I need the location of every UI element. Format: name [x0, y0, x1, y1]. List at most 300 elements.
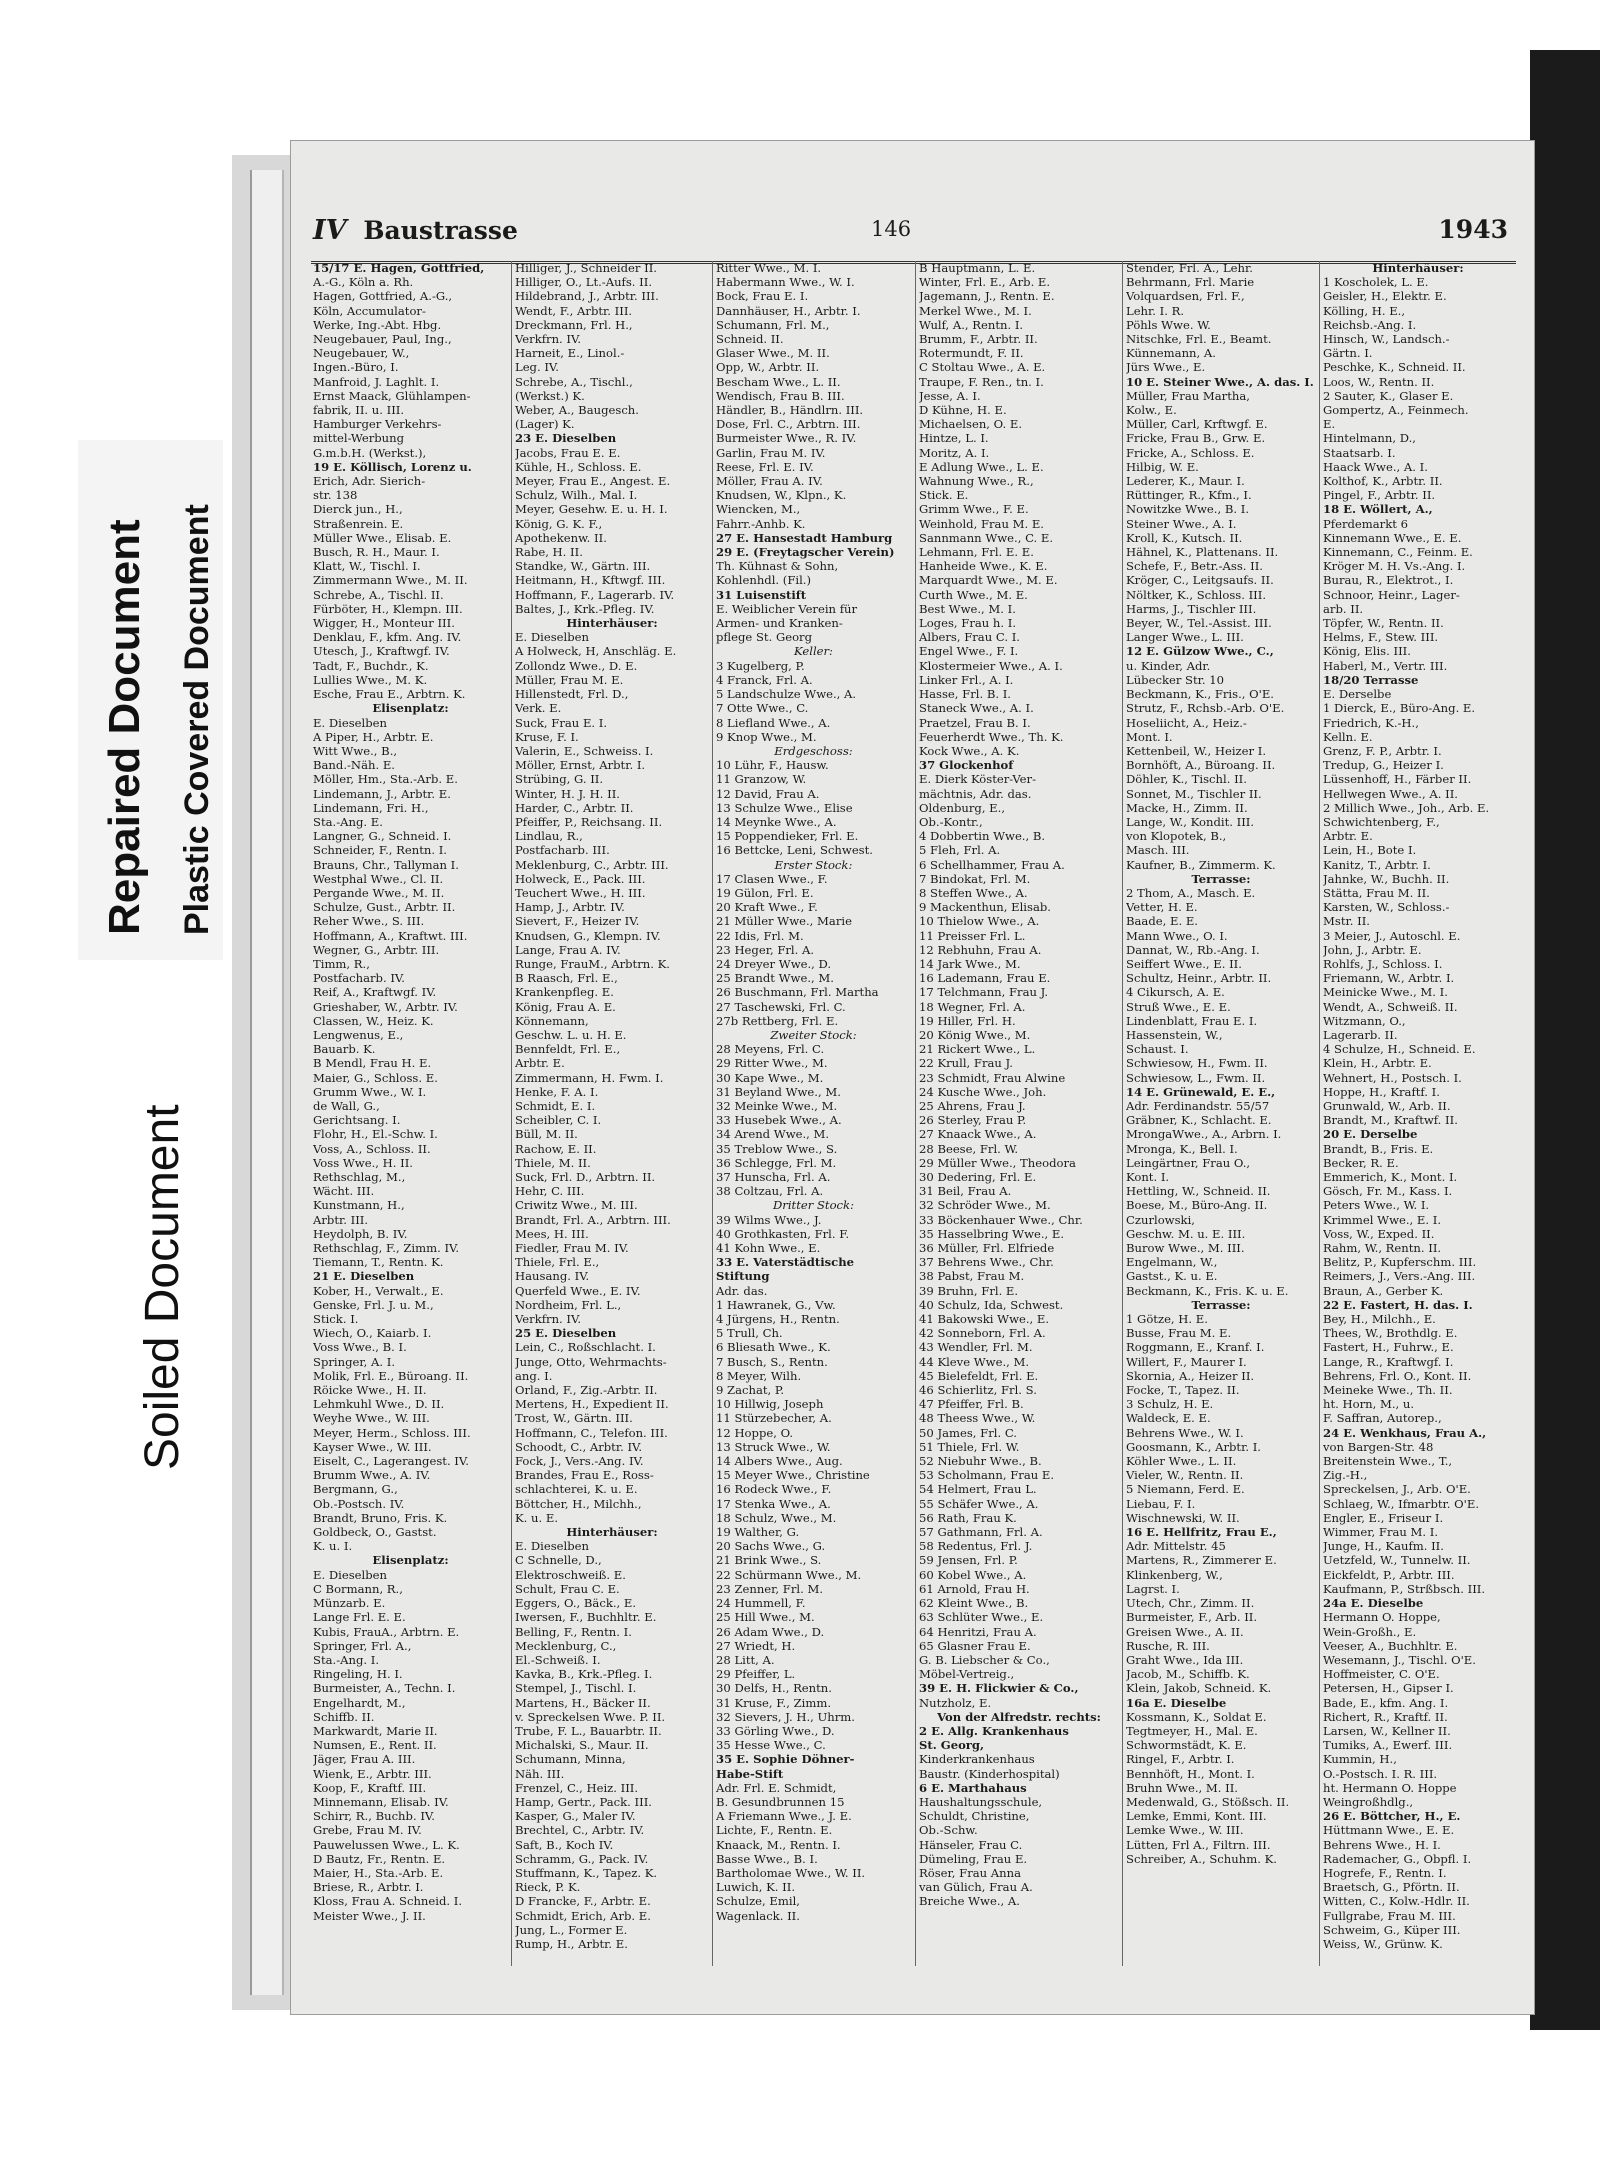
- directory-entry: Lichte, F., Rentn. E.: [716, 1823, 833, 1838]
- directory-entry: Boese, M., Büro-Ang. II.: [1126, 1198, 1268, 1213]
- directory-entry: Opp, W., Arbtr. II.: [716, 360, 820, 375]
- directory-entry: Meineke Wwe., Th. II.: [1323, 1383, 1453, 1398]
- directory-entry: Springer, Frl. A.,: [313, 1638, 412, 1653]
- directory-entry: 26 Buschmann, Frl. Martha: [716, 985, 879, 1000]
- directory-entry: Bornhöft, A., Büroang. II.: [1126, 758, 1276, 773]
- directory-entry: Richert, R., Kraftf. II.: [1323, 1709, 1448, 1724]
- directory-entry: Peschke, K., Schneid. II.: [1323, 360, 1466, 375]
- page-number: 146: [871, 217, 912, 241]
- section-subheading: Dritter Stock:: [773, 1198, 854, 1213]
- directory-entry: Kloss, Frau A. Schneid. I.: [313, 1894, 463, 1909]
- directory-entry: 14 Jark Wwe., M.: [919, 956, 1021, 971]
- directory-entry: Fastert, H., Fuhrw., E.: [1323, 1340, 1454, 1355]
- directory-entry: Ob.-Schw.: [919, 1823, 978, 1838]
- directory-entry: 21 Brink Wwe., S.: [716, 1553, 822, 1568]
- directory-entry: Hellwegen Wwe., A. II.: [1323, 786, 1458, 801]
- directory-entry: Rotermundt, F. II.: [919, 346, 1024, 361]
- directory-entry: Grunwald, W., Arb. II.: [1323, 1098, 1451, 1113]
- directory-entry: v. Spreckelsen Wwe. P. II.: [515, 1709, 666, 1724]
- directory-entry: Weingroßhdlg.,: [1323, 1794, 1414, 1809]
- directory-entry: Könnemann,: [515, 1013, 589, 1028]
- directory-entry: fabrik, II. u. III.: [313, 403, 405, 418]
- directory-entry: Teuchert Wwe., H. III.: [515, 885, 646, 900]
- directory-entry: Valerin, E., Schweiss. I.: [515, 743, 654, 758]
- directory-entry: Schiffb. II.: [313, 1709, 375, 1724]
- directory-entry: König, Frau A. E.: [515, 999, 616, 1014]
- directory-entry: Kaufner, B., Zimmerm. K.: [1126, 857, 1276, 872]
- directory-entry: (Werkst.) K.: [515, 388, 585, 403]
- directory-entry: Witzmann, O.,: [1323, 1013, 1406, 1028]
- directory-entry: van Gülich, Frau A.: [919, 1880, 1033, 1895]
- directory-entry: Dose, Frl. C., Arbtrn. III.: [716, 417, 861, 432]
- directory-entry: Pöhls Wwe. W.: [1126, 317, 1211, 332]
- directory-entry: Koop, F., Kraftf. III.: [313, 1780, 427, 1795]
- directory-entry: Dannhäuser, H., Arbtr. I.: [716, 303, 861, 318]
- directory-entry: Lagerarb. II.: [1323, 1027, 1398, 1042]
- directory-entry: Verkfrn. IV.: [515, 1312, 582, 1327]
- directory-entry: Postfacharb. IV.: [313, 971, 405, 986]
- directory-entry: 2 Millich Wwe., Joh., Arb. E.: [1323, 800, 1490, 815]
- directory-entry: Schneider, F., Rentn. I.: [313, 843, 447, 858]
- directory-entry: Denklau, F., kfm. Ang. IV.: [313, 630, 462, 645]
- directory-entry: Lehmkuhl Wwe., D. II.: [313, 1397, 445, 1412]
- directory-entry: Zimmermann, H. Fwm. I.: [515, 1070, 664, 1085]
- directory-entry: Köhler Wwe., L. II.: [1126, 1454, 1237, 1469]
- directory-entry: Behrens, Frl. O., Kont. II.: [1323, 1368, 1472, 1383]
- plastic-covered-document-label: Plastic Covered Document: [178, 504, 216, 935]
- directory-entry: 3 Schulz, H. E.: [1126, 1397, 1214, 1412]
- directory-entry: 52 Niebuhr Wwe., B.: [919, 1454, 1042, 1469]
- directory-entry: Schulz, Wilh., Mal. I.: [515, 488, 638, 503]
- directory-entry: Flohr, H., El.-Schw. I.: [313, 1127, 438, 1142]
- directory-entry: Schwiesow, L., Fwm. II.: [1126, 1070, 1266, 1085]
- directory-entry: Möller, Frau A. IV.: [716, 474, 823, 489]
- directory-entry: Molik, Frl. E., Büroang. II.: [313, 1368, 469, 1383]
- directory-entry: Vieler, W., Rentn. II.: [1126, 1468, 1244, 1483]
- directory-entry: Kruse, F. I.: [515, 729, 579, 744]
- directory-entry: Hogrefe, F., Rentn. I.: [1323, 1865, 1447, 1880]
- directory-entry: Best Wwe., M. I.: [919, 601, 1016, 616]
- directory-entry: Brandt, M., Kraftwf. II.: [1323, 1113, 1458, 1128]
- directory-entry: Habermann Wwe., W. I.: [716, 275, 855, 290]
- directory-entry: Bauarb. K.: [313, 1042, 376, 1057]
- directory-entry: 40 Grothkasten, Frl. F.: [716, 1226, 850, 1241]
- directory-entry: Kröger M. H. Vs.-Ang. I.: [1323, 559, 1466, 574]
- directory-entry: Klatt, W., Tischl. I.: [313, 559, 421, 574]
- directory-entry: Wigger, H., Monteur III.: [313, 616, 455, 631]
- directory-entry: Brechtel, C., Arbtr. IV.: [515, 1823, 645, 1838]
- directory-entry: Hassenstein, W.,: [1126, 1027, 1223, 1042]
- directory-entry: Haberl, M., Vertr. III.: [1323, 658, 1448, 673]
- directory-entry: 40 Schulz, Ida, Schwest.: [919, 1297, 1064, 1312]
- directory-entry: Hilbig, W. E.: [1126, 459, 1199, 474]
- directory-entry: 10 Lühr, F., Hausw.: [716, 758, 829, 773]
- directory-entry: Veeser, A., Buchhltr. E.: [1323, 1638, 1458, 1653]
- directory-entry: Reese, Frl. E. IV.: [716, 459, 814, 474]
- section-subheading: Zweiter Stock:: [770, 1027, 857, 1042]
- directory-entry: Meyer, Gesehw. E. u. H. I.: [515, 502, 668, 517]
- directory-entry: 20 Kraft Wwe., F.: [716, 900, 818, 915]
- directory-entry: 28 Meyens, Frl. C.: [716, 1042, 825, 1057]
- directory-entry: Hintze, L. I.: [919, 431, 989, 446]
- directory-entry: Wächt. III.: [313, 1184, 375, 1199]
- directory-entry: 20 Sachs Wwe., G.: [716, 1539, 826, 1554]
- directory-entry: Wendt, F., Arbtr. III.: [515, 303, 633, 318]
- directory-entry: Numsen, E., Rent. II.: [313, 1738, 437, 1753]
- directory-entry: Hinsch, W., Landsch.-: [1323, 332, 1450, 347]
- address-heading: 10 E. Steiner Wwe., A. das. I.: [1126, 374, 1314, 389]
- directory-entry: Hildebrand, J., Arbtr. III.: [515, 289, 659, 304]
- directory-entry: 60 Kobel Wwe., A.: [919, 1567, 1027, 1582]
- directory-entry: Esche, Frau E., Arbtrn. K.: [313, 687, 466, 702]
- section-subheading: Terrasse:: [1191, 1297, 1251, 1312]
- page-stack-edge-inner: [250, 170, 284, 1995]
- directory-entry: Mstr. II.: [1323, 914, 1370, 929]
- directory-entry: 18 Wegner, Frl. A.: [919, 999, 1026, 1014]
- directory-entry: Schreiber, A., Schuhm. K.: [1126, 1851, 1277, 1866]
- directory-entry: 16 Rodeck Wwe., F.: [716, 1482, 832, 1497]
- directory-entry: ht. Hermann O. Hoppe: [1323, 1780, 1457, 1795]
- directory-entry: F. Saffran, Autorep.,: [1323, 1411, 1442, 1426]
- directory-column-4: [919, 261, 1119, 1971]
- directory-entry: Luwich, K. II.: [716, 1880, 796, 1895]
- address-heading: 22 E. Fastert, H. das. I.: [1323, 1297, 1473, 1312]
- directory-entry: Frenzel, C., Heiz. III.: [515, 1780, 639, 1795]
- directory-column-5: [1126, 261, 1316, 1971]
- directory-entry: Kossmann, K., Soldat E.: [1126, 1709, 1267, 1724]
- directory-entry: Hagen, Gottfried, A.-G.,: [313, 289, 453, 304]
- directory-entry: von Bargen-Str. 48: [1323, 1439, 1434, 1454]
- directory-entry: von Klopotek, B.,: [1126, 829, 1227, 844]
- directory-entry: Lullies Wwe., M. K.: [313, 672, 428, 687]
- directory-entry: Müller, Carl, Krftwgf. E.: [1126, 417, 1268, 432]
- directory-entry: Lein, C., Roßschlacht. I.: [515, 1340, 656, 1355]
- directory-entry: 53 Scholmann, Frau E.: [919, 1468, 1055, 1483]
- directory-entry: Wegner, G., Arbtr. III.: [313, 942, 440, 957]
- directory-entry: Harms, J., Tischler III.: [1126, 601, 1257, 616]
- directory-entry: 29 Ritter Wwe., M.: [716, 1056, 828, 1071]
- directory-entry: E.: [1323, 417, 1336, 432]
- directory-entry: 9 Zachat, P.: [716, 1383, 785, 1398]
- directory-entry: Arbtr. E.: [1323, 829, 1373, 844]
- directory-entry: Adr. Mittelstr. 45: [1126, 1539, 1226, 1554]
- directory-entry: 21 Rickert Wwe., L.: [919, 1042, 1036, 1057]
- directory-entry: Behrmann, Frl. Marie: [1126, 275, 1255, 290]
- directory-entry: Briese, R., Arbtr. I.: [313, 1880, 424, 1895]
- directory-entry: Kettenbeil, W., Heizer I.: [1126, 743, 1267, 758]
- directory-entry: Eiselt, C., Lagerangest. IV.: [313, 1454, 469, 1469]
- directory-entry: Hermann O. Hoppe,: [1323, 1610, 1441, 1625]
- directory-entry: Maier, H., Sta.-Arb. E.: [313, 1865, 444, 1880]
- directory-entry: Greisen Wwe., A. II.: [1126, 1624, 1244, 1639]
- directory-entry: ang. I.: [515, 1368, 553, 1383]
- directory-entry: Postfacharb. III.: [515, 843, 610, 858]
- directory-entry: Schulze, Gust., Arbtr. II.: [313, 900, 456, 915]
- directory-entry: Gräbner, K., Schlacht. E.: [1126, 1113, 1272, 1128]
- directory-entry: Müller, Frau M. E.: [515, 672, 624, 687]
- directory-entry: 27b Rettberg, Frl. E.: [716, 1013, 839, 1028]
- directory-entry: Geisler, H., Elektr. E.: [1323, 289, 1447, 304]
- directory-entry: Pfeiffer, P., Reichsang. II.: [515, 814, 663, 829]
- address-heading: 33 E. Vaterstädtische: [716, 1255, 855, 1270]
- directory-entry: 7 Busch, S., Rentn.: [716, 1354, 828, 1369]
- address-heading: 18 E. Wöllert, A.,: [1323, 502, 1433, 517]
- directory-entry: 51 Thiele, Frl. W.: [919, 1439, 1020, 1454]
- directory-entry: Bescham Wwe., L. II.: [716, 374, 841, 389]
- directory-entry: Sta.-Ang. E.: [313, 814, 383, 829]
- directory-entry: 10 Thielow Wwe., A.: [919, 914, 1040, 929]
- directory-entry: Brandt, Bruno, Fris. K.: [313, 1510, 448, 1525]
- directory-entry: Fullgrabe, Frau M. III.: [1323, 1908, 1456, 1923]
- directory-entry: Engel Wwe., F. I.: [919, 644, 1019, 659]
- directory-entry: 18 Schulz, Wwe., M.: [716, 1510, 837, 1525]
- directory-entry: Kolw., E.: [1126, 403, 1177, 418]
- directory-entry: Adr. Ferdinandstr. 55/57: [1126, 1098, 1270, 1113]
- directory-entry: Schefe, F., Betr.-Ass. II.: [1126, 559, 1263, 574]
- directory-entry: Trost, W., Gärtn. III.: [515, 1411, 633, 1426]
- directory-entry: Möller, Hm., Sta.-Arb. E.: [313, 772, 458, 787]
- directory-entry: Brumm Wwe., A. IV.: [313, 1468, 431, 1483]
- scan-shadow: [1530, 50, 1600, 2030]
- directory-entry: Grenz, F. P., Arbtr. I.: [1323, 743, 1442, 758]
- directory-entry: Stick. E.: [919, 488, 969, 503]
- directory-entry: Möller, Ernst, Arbtr. I.: [515, 758, 646, 773]
- directory-entry: Lange Frl. E. E.: [313, 1610, 406, 1625]
- directory-entry: Heydolph, B. IV.: [313, 1226, 408, 1241]
- directory-entry: Kummin, H.,: [1323, 1752, 1397, 1767]
- directory-entry: G.m.b.H. (Werkst.),: [313, 445, 427, 460]
- directory-entry: 28 Beese, Frl. W.: [919, 1141, 1019, 1156]
- directory-entry: 28 Litt, A.: [716, 1652, 775, 1667]
- directory-entry: Oldenburg, E.,: [919, 800, 1006, 815]
- column-divider: [1319, 261, 1320, 1966]
- directory-entry: 32 Schröder Wwe., M.: [919, 1198, 1051, 1213]
- directory-entry: 24 Kusche Wwe., Joh.: [919, 1084, 1047, 1099]
- section-subheading: Hinterhäuser:: [566, 616, 658, 631]
- directory-entry: de Wall, G.,: [313, 1098, 380, 1113]
- directory-entry: 35 Treblow Wwe., S.: [716, 1141, 838, 1156]
- section-subheading: Erdgeschoss:: [774, 743, 853, 758]
- directory-entry: 62 Kleint Wwe., B.: [919, 1596, 1029, 1611]
- directory-entry: 33 Husebek Wwe., A.: [716, 1113, 842, 1128]
- directory-entry: O.-Postsch. I. R. III.: [1323, 1766, 1438, 1781]
- directory-entry: Behrens Wwe., H. I.: [1323, 1837, 1441, 1852]
- directory-entry: Fahrr.-Anhb. K.: [716, 516, 806, 531]
- directory-entry: Röser, Frau Anna: [919, 1865, 1022, 1880]
- directory-entry: Grimm Wwe., F. E.: [919, 502, 1029, 517]
- directory-entry: Timm, R.,: [313, 956, 370, 971]
- directory-entry: MrongaWwe., A., Arbrn. I.: [1126, 1127, 1282, 1142]
- directory-entry: König, G. K. F.,: [515, 516, 603, 531]
- directory-entry: Wendisch, Frau B. III.: [716, 388, 845, 403]
- directory-entry: 14 Albers Wwe., Aug.: [716, 1454, 843, 1469]
- directory-entry: Meyer, Herm., Schloss. III.: [313, 1425, 471, 1440]
- directory-entry: Staneck Wwe., A. I.: [919, 701, 1034, 716]
- directory-entry: 12 Hoppe, O.: [716, 1425, 794, 1440]
- directory-entry: Döhler, K., Tischl. II.: [1126, 772, 1247, 787]
- directory-entry: Wiencken, M.,: [716, 502, 801, 517]
- directory-entry: Stick. I.: [313, 1312, 359, 1327]
- directory-entry: Kohlenhdl. (Fil.): [716, 573, 811, 588]
- directory-entry: Albers, Frau C. I.: [919, 630, 1020, 645]
- directory-entry: C Schnelle, D.,: [515, 1553, 602, 1568]
- directory-entry: B Raasch, Frl. E.,: [515, 971, 618, 986]
- directory-entry: K. u. E.: [515, 1510, 559, 1525]
- directory-entry: Klein, H., Arbtr. E.: [1323, 1056, 1432, 1071]
- directory-entry: Hamp, J., Arbtr. IV.: [515, 900, 625, 915]
- address-heading: 14 E. Grünewald, E. E.,: [1126, 1084, 1276, 1099]
- directory-entry: Hintelmann, D.,: [1323, 431, 1416, 446]
- directory-entry: Thiele, M. II.: [515, 1155, 591, 1170]
- directory-entry: Kayser Wwe., W. III.: [313, 1439, 432, 1454]
- directory-entry: B. Gesundbrunnen 15: [716, 1794, 845, 1809]
- directory-entry: 33 Görling Wwe., D.: [716, 1723, 835, 1738]
- directory-entry: Jäger, Frau A. III.: [313, 1752, 416, 1767]
- directory-entry: Kanitz, T., Arbtr. I.: [1323, 857, 1431, 872]
- soiled-document-label: Soiled Document: [136, 1104, 189, 1470]
- directory-entry: Gösch, Fr. M., Kass. I.: [1323, 1184, 1453, 1199]
- directory-entry: 4 Cikursch, A. E.: [1126, 985, 1225, 1000]
- directory-entry: 35 Hasselbring Wwe., E.: [919, 1226, 1065, 1241]
- address-heading: 24 E. Wenkhaus, Frau A.,: [1323, 1425, 1487, 1440]
- directory-entry: Weiss, W., Grünw. K.: [1323, 1936, 1443, 1951]
- directory-entry: 5 Trull, Ch.: [716, 1326, 783, 1341]
- directory-entry: Näh. III.: [515, 1766, 565, 1781]
- directory-entry: Röicke Wwe., H. II.: [313, 1383, 427, 1398]
- directory-entry: Arbtr. E.: [515, 1056, 565, 1071]
- directory-entry: Langer Wwe., L. III.: [1126, 630, 1244, 645]
- directory-entry: Geschw. L. u. H. E.: [515, 1027, 627, 1042]
- column-divider: [915, 261, 916, 1966]
- directory-entry: Schmidt, Erich, Arb. E.: [515, 1908, 651, 1923]
- directory-entry: D Kühne, H. E.: [919, 403, 1007, 418]
- directory-entry: Kölling, H. E.,: [1323, 303, 1406, 318]
- directory-entry: 24 Dreyer Wwe., D.: [716, 956, 832, 971]
- directory-entry: Bock, Frau E. I.: [716, 289, 809, 304]
- directory-entry: Nutzholz, E.: [919, 1695, 992, 1710]
- directory-entry: Möbel-Vertreig.,: [919, 1667, 1015, 1682]
- directory-entry: Dümeling, Frau E.: [919, 1851, 1028, 1866]
- directory-entry: 37 Hunscha, Frl. A.: [716, 1170, 831, 1184]
- directory-entry: Spreckelsen, J., Arb. O'E.: [1323, 1482, 1471, 1497]
- directory-entry: Martens, R., Zimmerer E.: [1126, 1553, 1277, 1568]
- directory-entry: Baade, E. E.: [1126, 914, 1198, 929]
- directory-entry: Apothekenw. II.: [515, 530, 607, 545]
- directory-entry: Schwiesow, H., Fwm. II.: [1126, 1056, 1268, 1071]
- directory-entry: 42 Sonneborn, Frl. A.: [919, 1326, 1046, 1341]
- directory-entry: Böttcher, H., Milchh.,: [515, 1496, 642, 1511]
- directory-entry: 1 Götze, H. E.: [1126, 1312, 1208, 1327]
- directory-entry: Goldbeck, O., Gastst.: [313, 1525, 437, 1540]
- directory-entry: Beckmann, K., Fris., O'E.: [1126, 687, 1274, 702]
- directory-entry: Klinkenberg, W.,: [1126, 1567, 1223, 1582]
- directory-entry: Mronga, K., Bell. I.: [1126, 1141, 1238, 1156]
- directory-entry: Kinnemann, C., Feinm. E.: [1323, 545, 1473, 560]
- directory-entry: Tredup, G., Heizer I.: [1323, 758, 1444, 773]
- directory-entry: Müller Wwe., Elisab. E.: [313, 530, 452, 545]
- directory-entry: 8 Liefland Wwe., A.: [716, 715, 831, 730]
- directory-entry: Wimmer, Frau M. I.: [1323, 1525, 1439, 1540]
- address-heading: 31 Luisenstift: [716, 587, 807, 602]
- directory-entry: Jung, L., Former E.: [515, 1922, 628, 1937]
- directory-entry: Armen- und Kranken-: [716, 616, 843, 631]
- directory-entry: (Lager) K.: [515, 417, 575, 432]
- directory-entry: Bruhn Wwe., M. II.: [1126, 1780, 1238, 1795]
- directory-entry: 13 Struck Wwe., W.: [716, 1439, 831, 1454]
- directory-entry: Lederer, K., Maur. I.: [1126, 474, 1245, 489]
- directory-entry: Peters Wwe., W. I.: [1323, 1198, 1430, 1213]
- directory-entry: 23 Zenner, Frl. M.: [716, 1581, 824, 1596]
- directory-entry: Breitenstein Wwe., T.,: [1323, 1454, 1453, 1469]
- directory-entry: Rusche, R. III.: [1126, 1638, 1210, 1653]
- directory-entry: 19 Walther, G.: [716, 1525, 800, 1540]
- directory-entry: 45 Bielefeldt, Frl. E.: [919, 1368, 1039, 1383]
- directory-entry: Schumann, Minna,: [515, 1752, 626, 1767]
- directory-entry: Pergande Wwe., M. II.: [313, 885, 445, 900]
- directory-entry: Heitmann, H., Kftwgf. III.: [515, 573, 666, 588]
- directory-entry: 30 Delfs, H., Rentn.: [716, 1681, 832, 1696]
- directory-entry: 15 Poppendieker, Frl. E.: [716, 829, 859, 844]
- directory-entry: Harneit, E., Linol.-: [515, 346, 625, 361]
- directory-entry: Töpfer, W., Rentn. II.: [1323, 616, 1444, 631]
- directory-entry: 65 Glasner Frau E.: [919, 1638, 1031, 1653]
- directory-entry: Gastst., K. u. E.: [1126, 1269, 1218, 1284]
- directory-entry: D Bautz, Fr., Rentn. E.: [313, 1851, 446, 1866]
- directory-entry: 22 Idis, Frl. M.: [716, 928, 804, 943]
- directory-entry: Kaufmann, P., Strßbsch. III.: [1323, 1581, 1486, 1596]
- directory-entry: Jahnke, W., Buchh. II.: [1323, 871, 1450, 886]
- directory-entry: Lütten, Frl A., Filtrn. III.: [1126, 1837, 1271, 1852]
- directory-entry: 30 Dedering, Frl. E.: [919, 1170, 1037, 1184]
- directory-entry: 61 Arnold, Frau H.: [919, 1581, 1030, 1596]
- directory-entry: Arbtr. III.: [313, 1212, 369, 1227]
- directory-entry: Kelln. E.: [1323, 729, 1373, 744]
- directory-entry: Schulze, Emil,: [716, 1894, 800, 1909]
- directory-entry: Burmeister, F., Arb. II.: [1126, 1610, 1258, 1625]
- directory-column-1: [313, 261, 508, 1971]
- directory-entry: Hähnel, K., Plattenans. II.: [1126, 545, 1279, 560]
- directory-entry: Hehr, C. III.: [515, 1184, 585, 1199]
- section-subheading: Elisenplatz:: [372, 701, 449, 716]
- directory-entry: Reif, A., Kraftwgf. IV.: [313, 985, 437, 1000]
- directory-entry: 35 Hesse Wwe., C.: [716, 1738, 826, 1753]
- directory-entry: B Hauptmann, L. E.: [919, 261, 1036, 275]
- directory-entry: Lindlau, R.,: [515, 829, 583, 844]
- directory-entry: Hanheide Wwe., K. E.: [919, 559, 1048, 574]
- directory-entry: 32 Meinke Wwe., M.: [716, 1098, 838, 1113]
- directory-entry: John, J., Arbtr. E.: [1323, 942, 1422, 957]
- directory-entry: Pferdemarkt 6: [1323, 516, 1408, 531]
- directory-entry: Lüssenhoff, H., Färber II.: [1323, 772, 1472, 787]
- directory-entry: 41 Bakowski Wwe., E.: [919, 1312, 1050, 1327]
- directory-entry: Loos, W., Rentn. II.: [1323, 374, 1435, 389]
- directory-entry: Fock, J., Vers.-Ang. IV.: [515, 1454, 644, 1469]
- directory-entry: Köln, Accumulator-: [313, 303, 426, 318]
- directory-entry: Iwersen, F., Buchhltr. E.: [515, 1610, 657, 1625]
- address-heading: St. Georg,: [919, 1738, 985, 1753]
- directory-entry: Braun, A., Gerber K.: [1323, 1283, 1444, 1298]
- directory-entry: Schramm, G., Pack. IV.: [515, 1851, 649, 1866]
- directory-entry: Knudsen, W., Klpn., K.: [716, 488, 847, 503]
- address-heading: 29 E. (Freytagscher Verein): [716, 545, 895, 560]
- directory-entry: A.-G., Köln a. Rh.: [313, 275, 414, 290]
- directory-entry: Hamp, Gertr., Pack. III.: [515, 1794, 652, 1809]
- directory-entry: Schrebe, A., Tischl.,: [515, 374, 633, 389]
- directory-entry: Schult, Frau C. E.: [515, 1581, 620, 1596]
- directory-entry: Haushaltungsschule,: [919, 1794, 1043, 1809]
- directory-entry: Winter, H. J. H. II.: [515, 786, 620, 801]
- directory-entry: Tadt, F., Buchdr., K.: [313, 658, 429, 673]
